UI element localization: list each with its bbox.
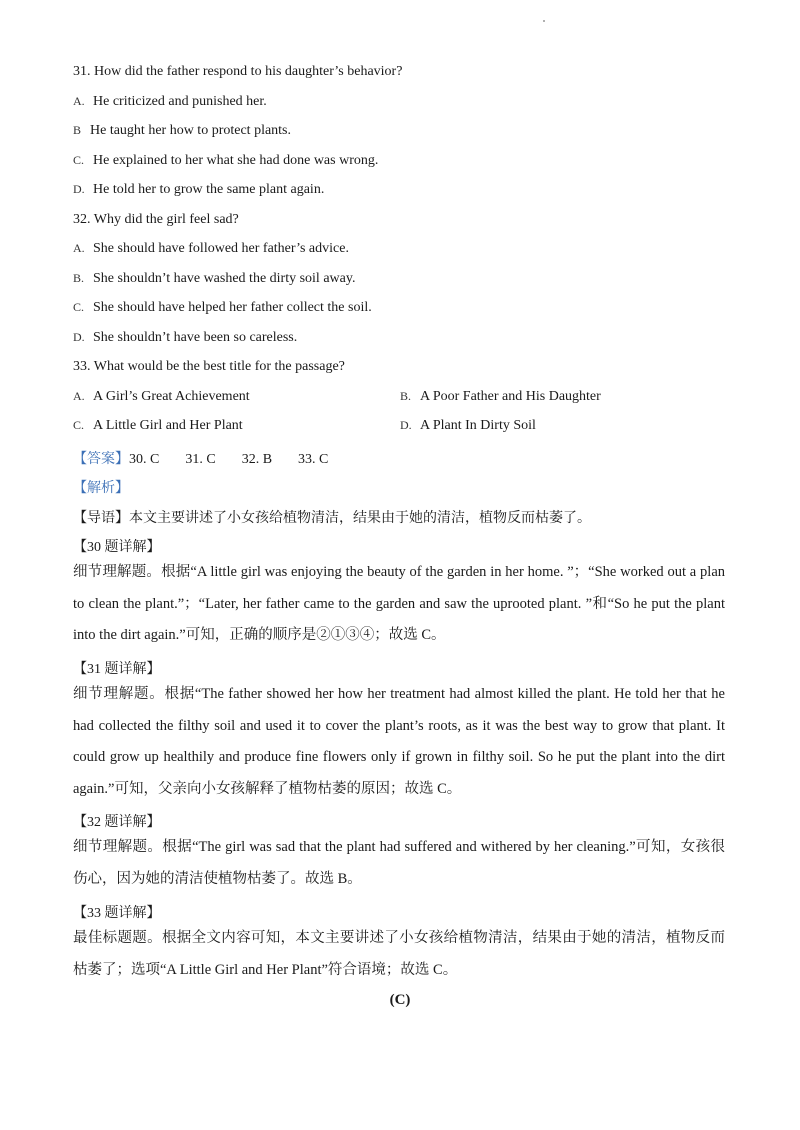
answer-item: 31. C (185, 452, 216, 467)
question-text: Why did the girl feel sad? (93, 212, 239, 227)
option-31-b: B He taught her how to protect plants. (73, 123, 292, 138)
question-32-stem (73, 212, 239, 228)
question-text: How did the father respond to his daughter’s behavior? (94, 64, 403, 79)
section-label: (C) (389, 992, 411, 1008)
detail-33-heading: 【33 题详解】 (73, 906, 161, 921)
detail-31-heading: 【31 题详解】 (73, 662, 161, 677)
question-number: 31. (73, 64, 91, 79)
guide-text: 【导语】本文主要讲述了小女孩给植物清洁，结果由于她的清洁，植物反而枯萎了。 (73, 511, 591, 526)
option-32-a: A. She should have followed her father’s advice. (73, 241, 349, 256)
detail-30-body: 细节理解题。根据“A little girl was enjoying the beauty of the garden in her home. ”；“She worked out a plan to clean the plant.”；“Later, her father came to the garden and saw the uprooted plant. ”和“So he put the plant into the dirt again.”可知，正确的顺序是②①③④；故选 C。 (73, 564, 725, 643)
answer-item: 32. B (241, 452, 273, 467)
question-33-stem (73, 359, 345, 375)
answer-key (73, 448, 354, 468)
detail-31-body: 细节理解题。根据“The father showed her how her treatment had almost killed the plant. He told her that he had collected the filthy soil and used it to cover the plant’s roots, as it was the best way to grow that plant. It could grow up healthily and produce fine flowers only if grown in filthy soil. So he put the plant into the dirt again.”可知，父亲向小女孩解释了植物枯萎的原因；故选 C。 (73, 686, 725, 797)
answer-item: 33. C (298, 452, 329, 467)
option-31-c: C. He explained to her what she had done was wrong. (73, 153, 379, 168)
option-33-c: C. A Little Girl and Her Plant (73, 418, 243, 433)
detail-33-body: 最佳标题题。根据全文内容可知，本文主要讲述了小女孩给植物清洁，结果由于她的清洁，植物反而枯萎了；选项“A Little Girl and Her Plant”符合语境；故选 C。 (73, 930, 725, 978)
option-32-d: D. She shouldn’t have been so careless. (73, 330, 298, 345)
option-31-d: D. He told her to grow the same plant again. (73, 182, 325, 197)
option-33-b: B. A Poor Father and His Daughter (400, 389, 601, 404)
answer-item: 30. C (129, 452, 160, 467)
option-32-c: C. She should have helped her father collect the soil. (73, 300, 372, 315)
option-33-d: D. A Plant In Dirty Soil (400, 418, 536, 433)
question-text: What would be the best title for the passage? (93, 359, 345, 374)
option-31-a: A. He criticized and punished her. (73, 94, 267, 109)
answer-tag: 【答案】 (73, 452, 129, 467)
question-number: 32. (73, 212, 91, 227)
question-number: 33. (73, 359, 91, 374)
detail-32-body: 细节理解题。根据“The girl was sad that the plant had suffered and withered by her cleaning.”可知，女孩很伤心，因为她的清洁使植物枯萎了。故选 B。 (73, 839, 725, 887)
scan-speck (543, 20, 545, 22)
detail-30-heading: 【30 题详解】 (73, 540, 161, 555)
option-32-b: B. She shouldn’t have washed the dirty soil away. (73, 271, 356, 286)
detail-32-heading: 【32 题详解】 (73, 815, 161, 830)
question-31-stem (73, 64, 402, 80)
analysis-tag: 【解析】 (73, 481, 129, 496)
option-33-a: A. A Girl’s Great Achievement (73, 389, 250, 404)
